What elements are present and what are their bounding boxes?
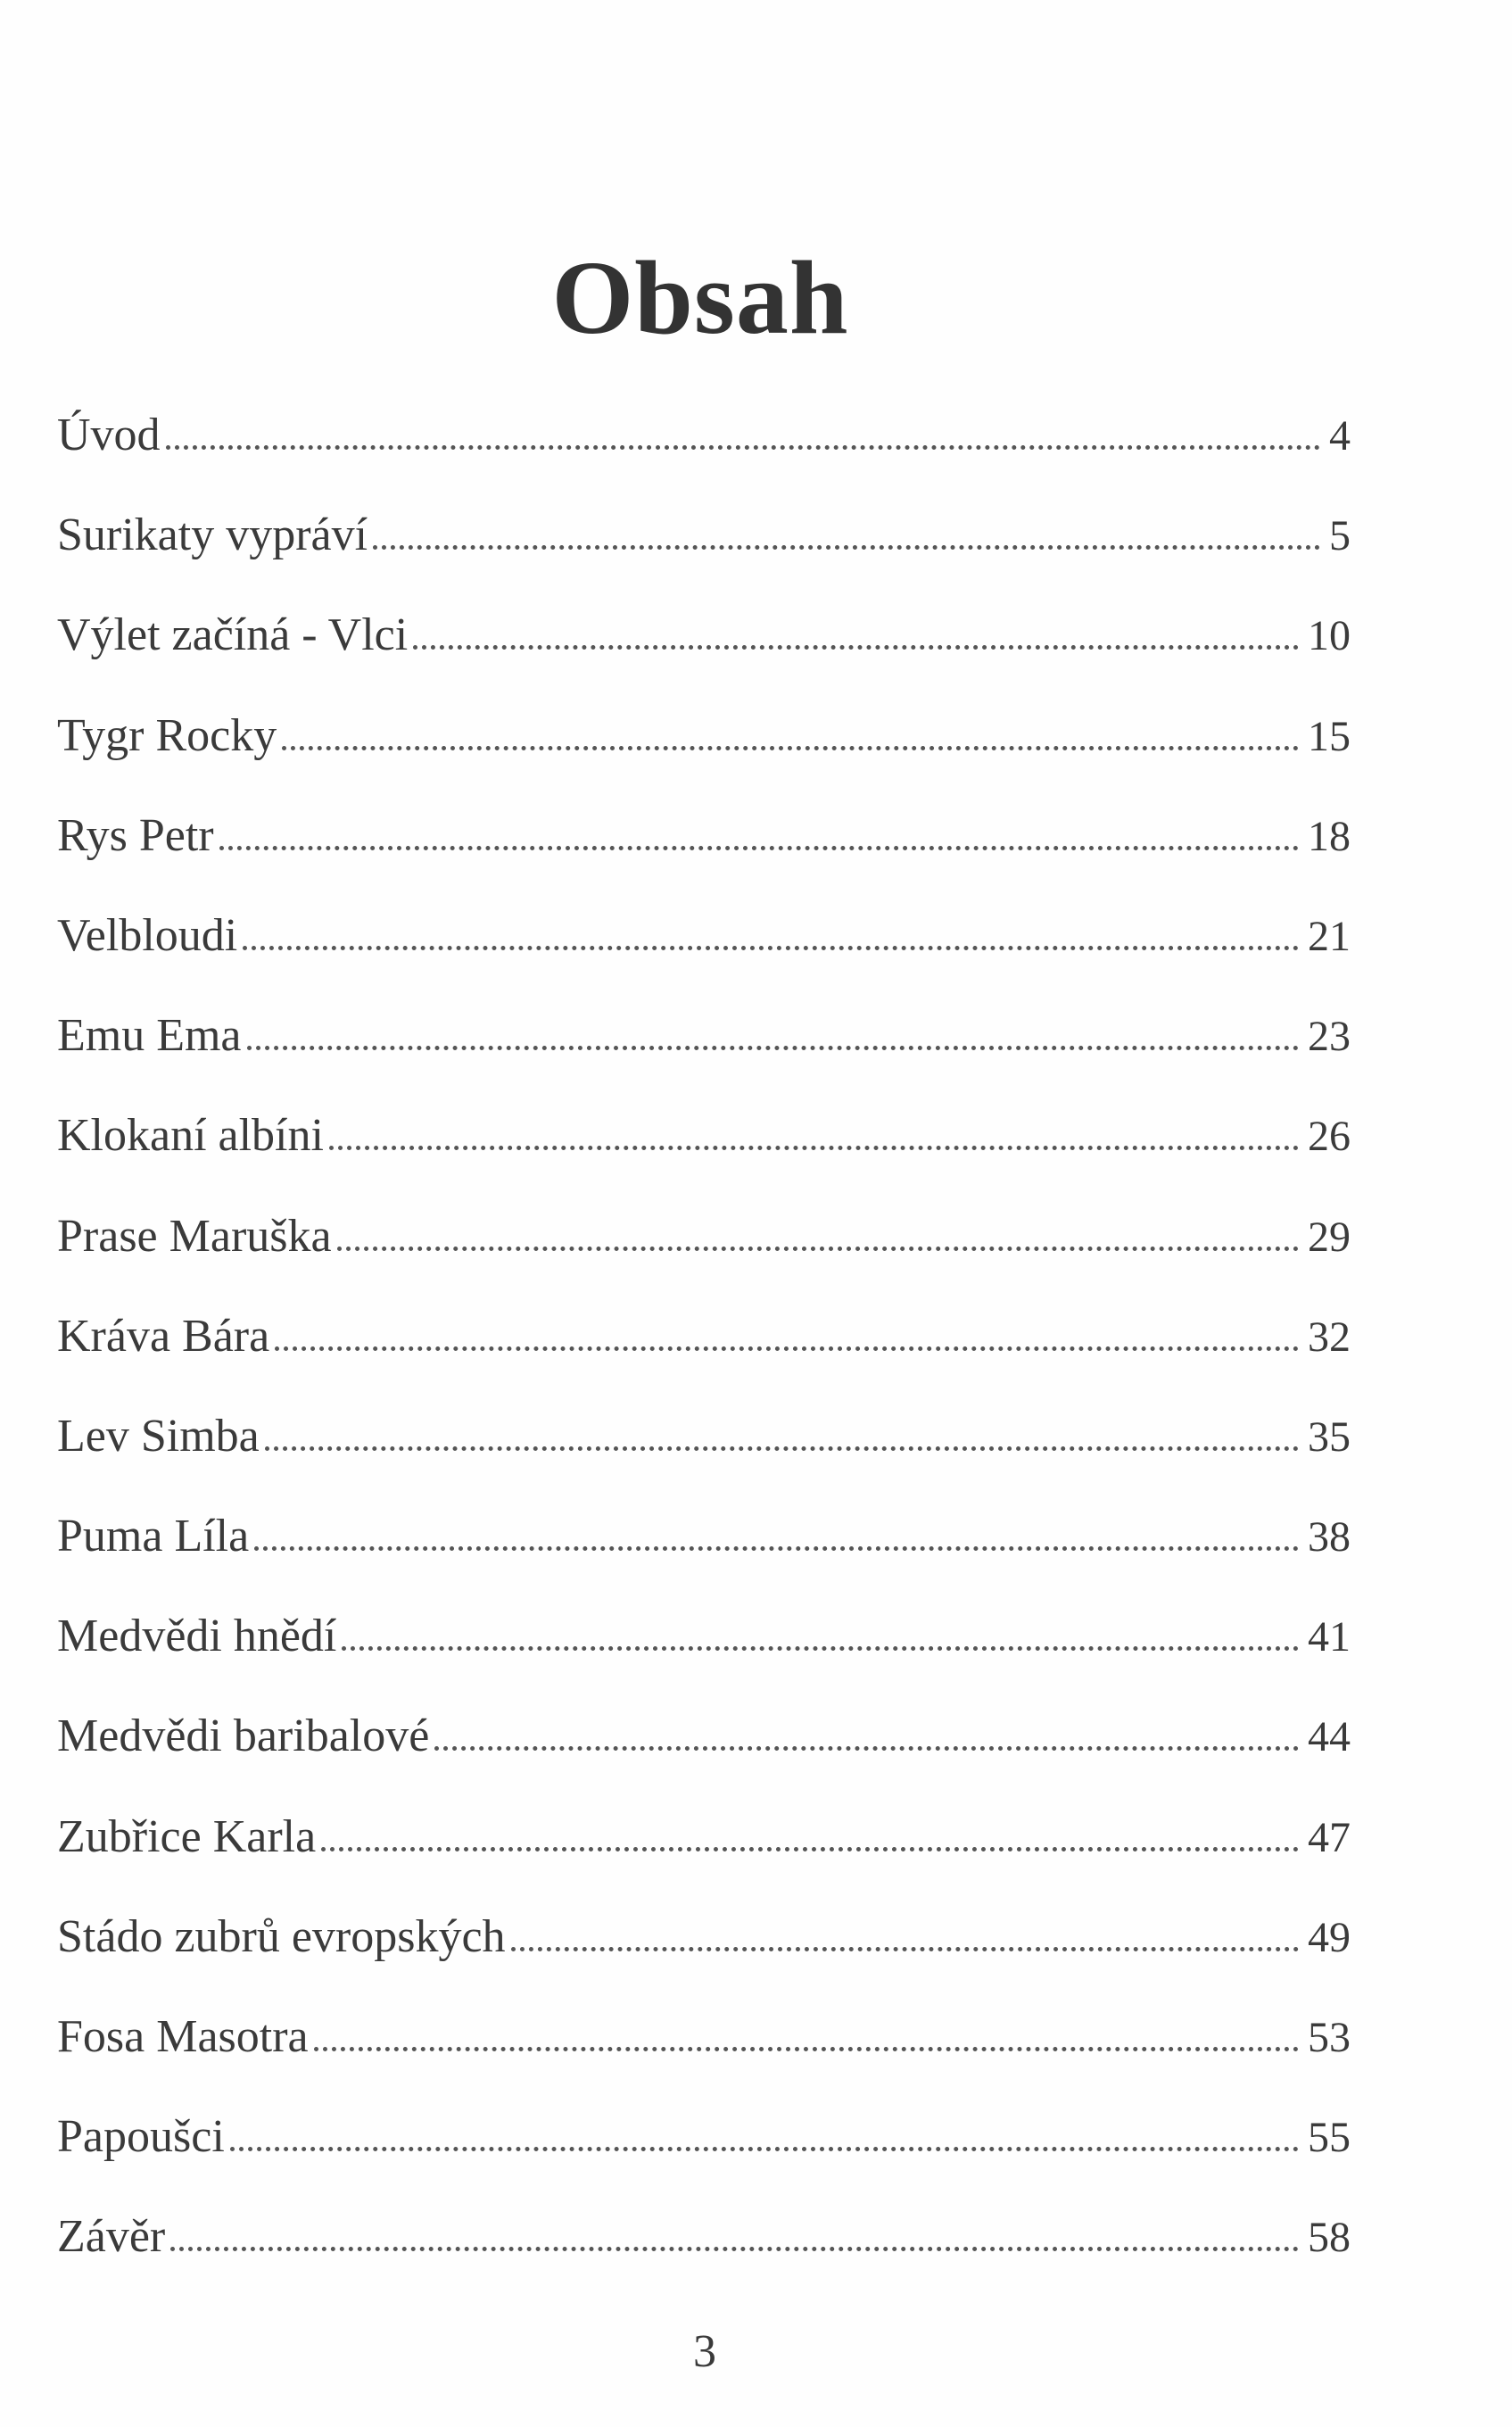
toc-entry-title: Emu Ema: [57, 1010, 242, 1062]
toc-entry-page: 21: [1308, 912, 1351, 960]
dot-leader: [373, 545, 1320, 550]
toc-entry-page: 35: [1308, 1412, 1351, 1461]
toc-entry: [57, 385, 1351, 485]
toc-entry: [57, 686, 1351, 786]
toc-entry-title: Surikaty vypráví: [57, 509, 368, 561]
toc-entry: [57, 1487, 1351, 1586]
toc-entry: [57, 1187, 1351, 1287]
toc-entry: [57, 1987, 1351, 2087]
toc-entry-page: 15: [1308, 712, 1351, 760]
toc-entry: [57, 986, 1351, 1086]
toc-entry: [57, 1887, 1351, 1987]
dot-leader: [254, 1546, 1299, 1551]
toc-entry-title: Úvod: [57, 410, 161, 460]
toc-entry: [57, 886, 1351, 986]
toc-entry-title: Prase Maruška: [57, 1210, 332, 1262]
toc-entry-page: 10: [1308, 612, 1351, 660]
toc-entry-title: Závěr: [57, 2211, 166, 2263]
toc-entry-page: 44: [1308, 1713, 1351, 1761]
dot-leader: [337, 1247, 1299, 1251]
dot-leader: [434, 1746, 1299, 1751]
page-title: Obsah: [551, 239, 849, 357]
toc-entry-page: 49: [1308, 1913, 1351, 1961]
dot-leader: [230, 2147, 1299, 2151]
toc-entry-title: Tygr Rocky: [57, 709, 277, 761]
toc-entry-title: Puma Líla: [57, 1511, 250, 1562]
toc-entry-title: Stádo zubrů evropských: [57, 1910, 506, 1962]
dot-leader: [321, 1847, 1299, 1851]
toc-entry-page: 26: [1308, 1113, 1351, 1161]
page-number: 3: [693, 2326, 716, 2377]
toc-entry-page: 53: [1308, 2014, 1351, 2061]
toc-entry-page: 23: [1308, 1013, 1351, 1061]
toc-entry-title: Kráva Bára: [57, 1310, 270, 1362]
table-of-contents: [57, 385, 1351, 2288]
toc-entry: [57, 585, 1351, 685]
dot-leader: [275, 1346, 1299, 1351]
toc-entry-title: Rys Petr: [57, 809, 214, 861]
toc-entry-title: Výlet začíná - Vlci: [57, 609, 409, 661]
toc-entry-title: Medvědi hnědí: [57, 1611, 337, 1662]
toc-entry-page: 47: [1308, 1813, 1351, 1861]
toc-entry: [57, 1086, 1351, 1186]
toc-entry: [57, 1287, 1351, 1387]
toc-entry-page: 5: [1329, 512, 1351, 560]
dot-leader: [342, 1646, 1299, 1651]
toc-entry: [57, 1787, 1351, 1887]
dot-leader: [413, 645, 1299, 650]
dot-leader: [166, 445, 1320, 450]
toc-entry: [57, 2087, 1351, 2187]
toc-entry: [57, 485, 1351, 585]
toc-entry-page: 38: [1308, 1513, 1351, 1561]
toc-entry-page: 18: [1308, 812, 1351, 860]
dot-leader: [219, 846, 1299, 850]
toc-entry-title: Papoušci: [57, 2111, 225, 2163]
toc-entry-title: Velbloudi: [57, 909, 238, 961]
toc-entry: [57, 1686, 1351, 1786]
toc-entry-title: Zubřice Karla: [57, 1810, 317, 1862]
dot-leader: [511, 1947, 1299, 1951]
toc-entry-title: Medvědi baribalové: [57, 1710, 430, 1762]
toc-entry-title: Lev Simba: [57, 1410, 260, 1462]
toc-entry-page: 29: [1308, 1213, 1351, 1261]
toc-entry: [57, 1586, 1351, 1686]
toc-entry-page: 4: [1329, 412, 1351, 460]
toc-entry-title: Fosa Masotra: [57, 2011, 309, 2062]
dot-leader: [247, 1046, 1299, 1050]
dot-leader: [282, 746, 1299, 750]
dot-leader: [170, 2247, 1299, 2251]
toc-entry-page: 32: [1308, 1313, 1351, 1361]
toc-entry: [57, 1387, 1351, 1487]
toc-entry-title: Klokaní albíni: [57, 1110, 324, 1162]
toc-entry-page: 58: [1308, 2214, 1351, 2262]
toc-entry: [57, 786, 1351, 886]
toc-entry-page: 55: [1308, 2114, 1351, 2162]
dot-leader: [329, 1146, 1299, 1150]
dot-leader: [265, 1446, 1299, 1451]
toc-entry-page: 41: [1308, 1613, 1351, 1661]
toc-entry: [57, 2187, 1351, 2287]
dot-leader: [243, 946, 1299, 950]
dot-leader: [314, 2047, 1299, 2051]
